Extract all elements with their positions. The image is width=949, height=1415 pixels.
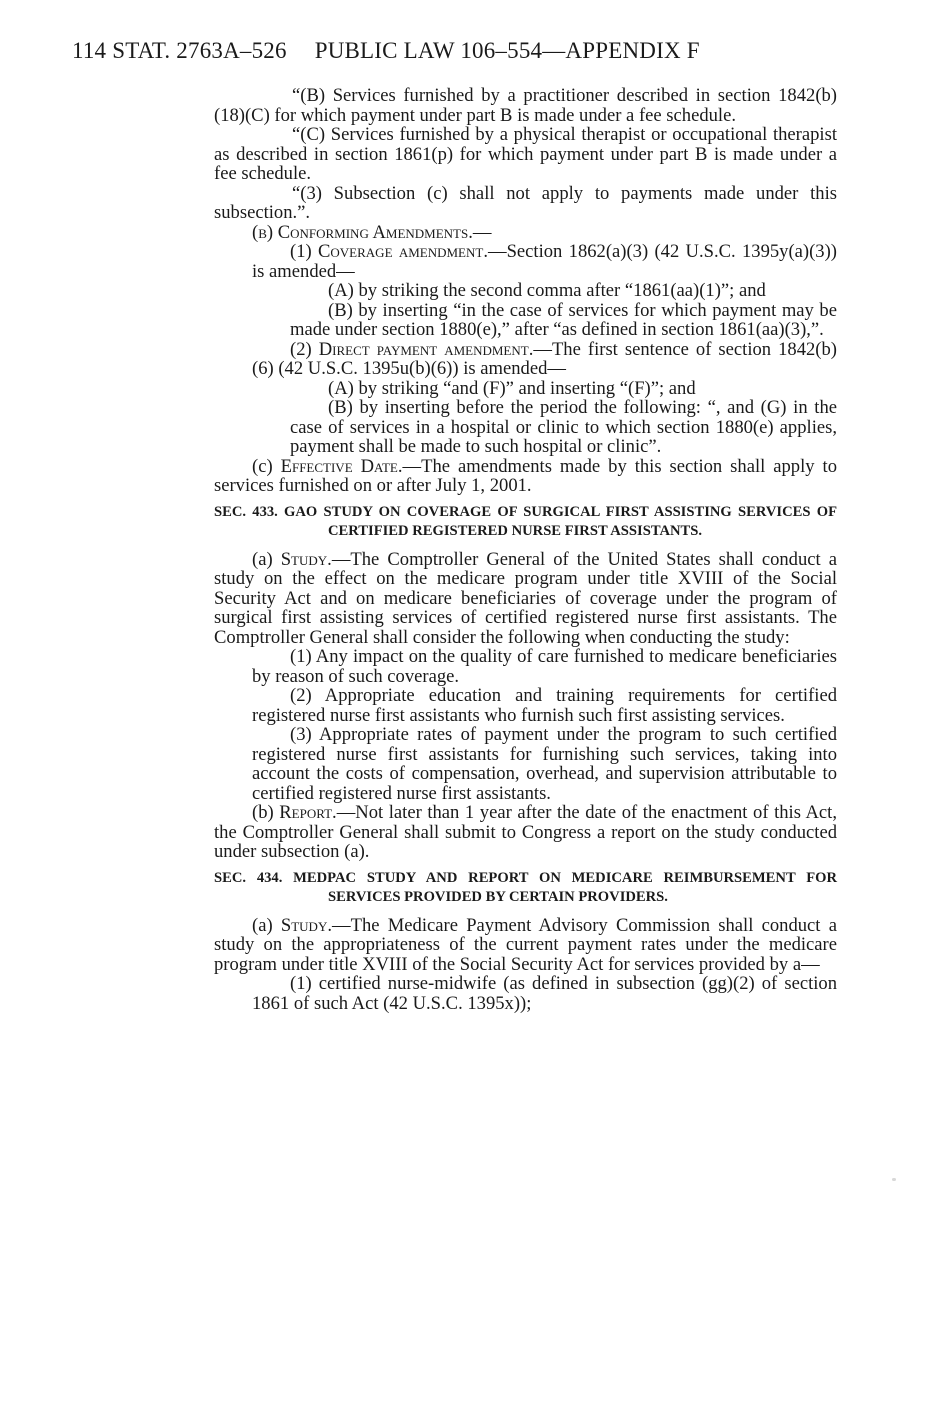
effective-date-paragraph: (c) Effective Date.—The amendments made by this section shall apply to services furnished on or after July 1, 2001. [214,455,837,496]
sec433-study-paragraph: (a) Study.—The Comptroller General of the United States shall conduct a study on the effect on the medicare program under title XVIII of the Social Security Act and on medicare beneficiaries of coverage under the program of surgical first assisting services of certified registered nurse first assistants. The Comptroller General shall consider the following when conducting the study: [214,548,837,648]
sec433-report-heading: Report. [279,802,337,823]
law-title: PUBLIC LAW 106–554—APPENDIX F [314,38,700,63]
page-header [72,38,700,64]
direct-payment-clause-a: (A) by striking “and (F)” and inserting “(F)”; and [328,377,696,399]
direct-payment-clause-b: (B) by inserting before the period the following: “, and (G) in the case of services in a hospital or clinic to which section 1880(e) applies, payment shall be made to such hospital or clinic”. [290,397,837,457]
coverage-amendment-paragraph: (1) Coverage amendment.—Section 1862(a)(3) (42 U.S.C. 1395y(a)(3)) is amended— [252,241,837,282]
sec434-study-heading: Study. [280,914,332,936]
sec434-study-paragraph: (a) Study.—The Medicare Payment Advisory Commission shall conduct a study on the appropriateness of the current payment rates under the medicare program under title XVIII of the Social Security Act for services provided by a— [214,914,837,975]
sec433-item-2: (2) Appropriate education and training requirements for certified registered nurse first assistants who furnish such first assisting services. [252,685,837,726]
document-body [214,86,837,1013]
paragraph-services-b: “(B) Services furnished by a practitioner described in section 1842(b)(18)(C) for which payment under part B is made under a fee schedule. [214,85,837,126]
coverage-clause-a: (A) by striking the second comma after “1861(aa)(1)”; and [328,280,766,301]
sec434-item-1: (1) certified nurse-midwife (as defined in subsection (gg)(2) of section 1861 of such Act (42 U.S.C. 1395x)); [252,973,837,1014]
conforming-amendments-heading: (b) Conforming Amendments.— [252,221,492,243]
section-434-heading: SEC. 434. MEDPAC STUDY AND REPORT ON MEDICARE REIMBURSEMENT FOR SERVICES PROVIDED BY CERTAIN PROVIDERS. [214,869,837,905]
paragraph-subsection-3: “(3) Subsection (c) shall not apply to payments made under this subsection.”. [214,182,837,223]
sec433-report-paragraph: (b) Report.—Not later than 1 year after the date of the enactment of this Act, the Comptroller General shall submit to Congress a report on the study conducted under subsection (a). [214,802,837,862]
paragraph-services-c: “(C) Services furnished by a physical therapist or occupational therapist as described in section 1861(p) for which payment under part B is made under a fee schedule. [214,124,837,184]
direct-payment-paragraph: (2) Direct payment amendment.—The first sentence of section 1842(b)(6) (42 U.S.C. 1395u(b)(6)) is amended— [252,338,837,379]
sec433-item-3: (3) Appropriate rates of payment under the program to such certified registered nurse first assistants for furnishing such services, taking into account the costs of compensation, overhead, and supervision attributable to certified registered nurse first assistants. [252,724,837,804]
direct-payment-heading: Direct payment amendment. [318,338,534,360]
coverage-clause-b: (B) by inserting “in the case of services for which payment may be made under section 1880(e),” after “as defined in section 1861(aa)(3),”. [290,299,837,340]
sec433-item-1: (1) Any impact on the quality of care furnished to medicare beneficiaries by reason of such coverage. [252,646,837,687]
page-reference: 114 STAT. 2763A–526 [72,38,287,63]
scan-speck [892,1178,896,1181]
sec433-study-heading: Study. [280,548,332,570]
effective-date-heading: Effective Date. [280,455,403,477]
coverage-amendment-heading: Coverage amendment. [318,241,488,262]
section-433-heading: SEC. 433. GAO STUDY ON COVERAGE OF SURGICAL FIRST ASSISTING SERVICES OF CERTIFIED REGISTERED NURSE FIRST ASSISTANTS. [214,503,837,539]
